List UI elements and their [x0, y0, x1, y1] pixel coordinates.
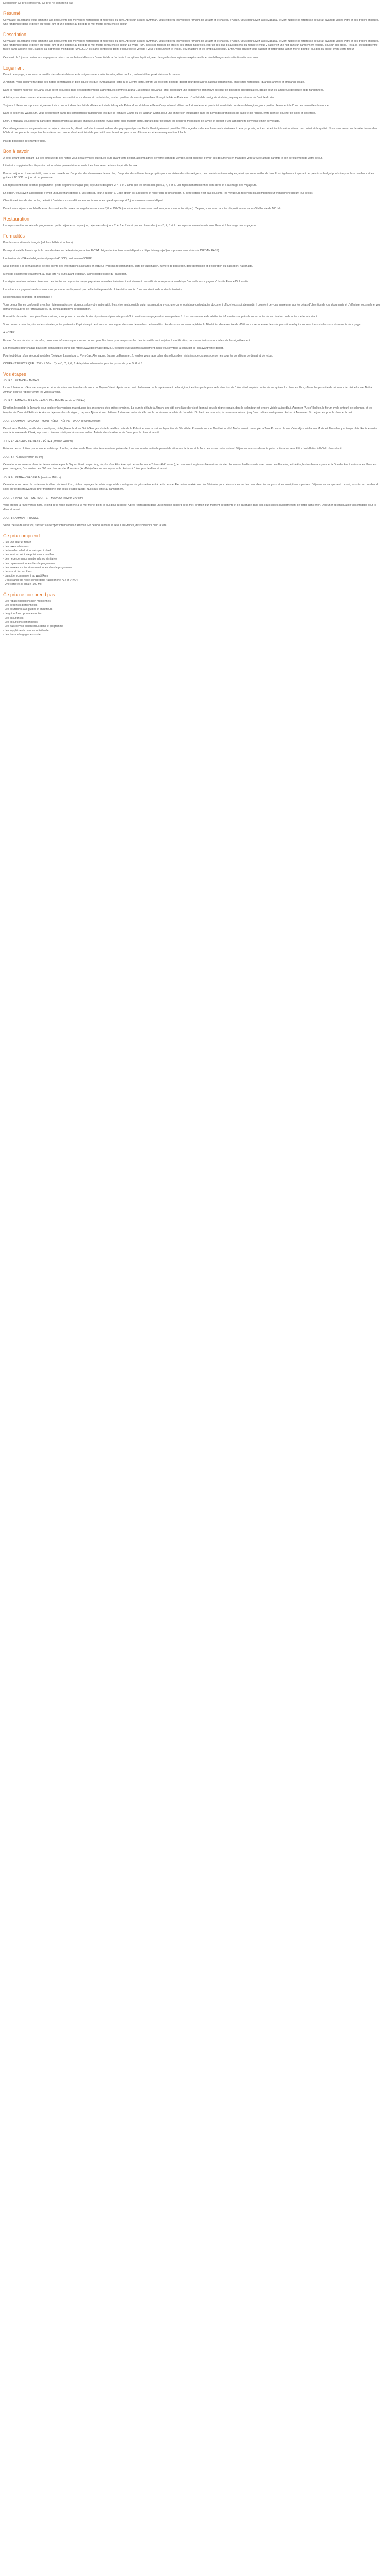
section-title-logement: Logement — [3, 65, 24, 71]
vos-etapes-body — [3, 379, 382, 528]
itinerary-day — [3, 419, 382, 435]
section-title-bon-a-savoir: Bon à savoir — [3, 148, 29, 154]
paragraph: Passeport valable 6 mois après la date d'arrivée sur le territoire jordanien. EVISA obligatoire à obtenir avant départ sur https://visa.gov.jo/ (vous pouvez vous aider du JORDAN PASS). — [3, 249, 220, 252]
section-title-ce-prix-ne-comprend-pas: Ce prix ne comprend pas — [3, 592, 55, 598]
resume-text: Ce voyage en Jordanie vous emmène à la découverte des merveilles historiques et naturelles du pays. Après un accueil à Amman, vous explorez les vestiges romains de Jérash et le château d'Ajloun. Vous poursuivez avec Madaba, le Mont Nébo et la forteresse de Kérak avant de visiter Pétra et ses trésors antiques. Une randonnée dans le désert du Wadi Rum et une détente au bord de la mer Morte concluent ce séjour. — [3, 19, 379, 26]
section-title-vos-etapes: Vos étapes — [3, 371, 26, 377]
paragraph: Formalités de santé : pour plus d'informations, vous pouvez consulter le site https://www.diplomatie.gouv.fr/fr/conseils-aux-voyageurs/ et www.pasteur.fr. Il est recommandé de vérifier les informations auprès de votre centre de vaccination ou de votre médecin traitant. — [3, 315, 318, 319]
itinerary-day-text: Le vol à l'aéroport d'Amman marque le début de votre aventure dans le cœur du Moyen-Orient. Après un accueil chaleureux par le représentant de la région, il est temps de prendre la direction de l'hôtel situé en plein centre de la capitale. Le dîner est libre, offrant l'opportunité de découvrir la cuisine locale. Nuit à Amman pour se reposer avant les visites à venir. — [3, 386, 372, 394]
list-item: - Les vols aller et retour — [3, 541, 31, 545]
list-item: - Les frais de bagages en soute — [3, 633, 41, 636]
paragraph: Vous pouvez contacter, si vous le souhaitez, notre partenaire Rapidvisa qui peut vous accompagner dans vos démarches de formalités. Rendez-vous sur www.rapidvisa.fr. Bénéficiez d'une remise de -15% sur ce service avec le code promotionnel qui vous sera transmis dans vos documents de voyage. — [3, 323, 361, 327]
itinerary-day-title: JOUR 4 : RÉSERVE DE DANA – PÉTRA (environ 240 km) — [3, 439, 73, 443]
paragraph: Les repas sont inclus selon le programme : petits déjeuners chaque jour, déjeuners des jours 2, 4, 6 et 7 ainsi que les dîners des jours 3, 4, 5 et 7. Les repas non mentionnés sont libres et à la charge des voyageurs. — [3, 224, 257, 228]
paragraph: À avoir avant votre départ : La très difficulté de ces hôtels vous sera envoyée quelques jours avant votre départ, accompagnée de votre carnet de voyage. Il est essentiel d'avoir ces documents en main dès votre arrivée afin de garantir le bon déroulement de votre séjour. — [3, 156, 323, 160]
bon-a-savoir-body — [3, 156, 382, 211]
paragraph: Pour tout départ d'un aéroport frontalier (Belgique, Luxembourg, Pays-Bas, Allemagne, Suisse ou Espagne...), veuillez vous rapprocher des offices des ministères de ces pays concernés pour les conditions de départ et de retour. — [3, 354, 273, 358]
list-item: - Les excursions optionnelles — [3, 620, 38, 624]
paragraph: Les modalités pour chaque pays sont consultables sur le site https://www.diplomatie.gouv.fr. L'actualité évoluant très rapidement, nous vous invitons à consulter ce lien avant votre départ. — [3, 346, 224, 350]
paragraph: Durant votre séjour vous bénéficierez des services de notre concierge/ia francophone 7j/7 et 24h/24 (coordonnées transmises quelques jours avant votre départ). De plus, vous aurez à votre disposition une carte eSIM locale de 100 Mo. — [3, 207, 282, 211]
paragraph: Pour les ressortissants français (adultes, bébés et enfants) : — [3, 241, 74, 245]
itinerary-day-text: Départ vers Madaba, la ville des mosaïques, où l'église orthodoxe Saint-Georges abrite la célèbre carte de la Palestine, une mosaïque byzantine du VIe siècle. Poursuite vers le Mont Nébo, d'où Moïse aurait contemplé la Terre Promise : la vue s'étend jusqu'à la mer Morte et Jérusalem par temps clair. Route ensuite vers la forteresse de Kérak, imposant château croisé perché sur une colline. Arrivée dans la réserve de Dana pour le dîner et la nuit. — [3, 427, 377, 434]
itinerary-day-text: Selon l'heure de votre vol, transfert à l'aéroport international d'Amman. Fin de nos services et retour en France, des souvenirs plein la tête. — [3, 524, 167, 527]
list-item: - Les repas et boissons non mentionnés — [3, 600, 51, 603]
paragraph: Ressortissants étrangers et binationaux : — [3, 296, 52, 299]
list-item: - La nuit en campement au Wadi Rum — [3, 574, 48, 578]
formalites-body — [3, 241, 382, 358]
list-item: - Les taxes aériennes — [3, 545, 29, 549]
itinerary-day-title: JOUR 8 : AMMAN – FRANCE — [3, 516, 39, 520]
itinerary-day-title: JOUR 2 : AMMAN – JÉRASH – AJLOUN – AMMAN (environ 150 km) — [3, 399, 86, 403]
paragraph: Toujours à Pétra, vous pourrez également vivre une nuit dans des hôtels idéalement situés tels que le Petra Moon Hotel ou le Petra Canyon Hotel, alliant confort moderne et proximité immédiate du site archéologique, pour profiter pleinement de l'une des merveilles du monde. — [3, 104, 330, 108]
itinerary-day-title: JOUR 7 : WADI RUM – MER MORTE – MADABA (environ 370 km) — [3, 496, 83, 500]
paragraph: Dans la réserve naturelle de Dana, vous serez accueillis dans des hébergements authentiques comme la Dana Guesthouse ou Dana's Trail, proposant une expérience immersive au cœur de paysages spectaculaires, idéale pour les amoureux de nature et de randonnées. — [3, 88, 324, 92]
paragraph: Obtention et frais de visa inclus, délivré à l'arrivée sous condition de nous fournir une copie du passeport 7 jours minimum avant départ. — [3, 199, 164, 203]
section-title-resume: Résumé — [3, 11, 21, 16]
paragraph: En cas d'erreur de visa ou de refus, nous vous informons que vous ne pourrez pas être tenus pour responsables. Les formalités sont sujettes à modification, nous vous invitons donc à les vérifier régulièrement. — [3, 338, 251, 342]
list-item: - Le transfert aller/retour aéroport / hôtel — [3, 549, 51, 553]
list-item: - Les frais de visa si non inclus dans le programme — [3, 624, 63, 628]
itinerary-day — [3, 439, 382, 451]
itinerary-day — [3, 476, 382, 491]
itinerary-day-title: JOUR 1 : FRANCE – AMMAN — [3, 379, 39, 383]
list-item: - Le visa et Jordan Pass — [3, 570, 32, 573]
section-title-ce-prix-comprend: Ce prix comprend — [3, 533, 40, 539]
itinerary-day-text: Ce matin, vous prenez la route vers le désert du Wadi Rum, où les paysages de sable rouge et de montagnes de grès s'étendent à perte de vue. Excursion en 4x4 avec les Bédouins pour découvrir les arches naturelles, les canyons et les inscriptions rupestres. Déjeuner au campement. Le soir, assistez au coucher du soleil sur le désert avant un dîner traditionnel cuit sous le sable (zarb). Nuit sous tente au campement. — [3, 483, 379, 491]
itinerary-day-title: JOUR 6 : PÉTRA – WADI RUM (environ 110 km) — [3, 476, 61, 480]
paragraph: À Pétra, vous vivrez une expérience unique dans des sanitaires modernes et confortables, tout en profitant de vues imprenables. Il s'agit de l'Amra Palace ou d'un hôtel de catégorie similaire, à quelques minutes de l'entrée du site. — [3, 96, 275, 99]
paragraph: En option, vous avez la possibilité d'avoir un guide francophone à vos côtés du jour 2 au jour 7. Cette option est à réserver et régler lors de l'inscription. Si cette option n'est pas souscrite, les voyageurs réservent d'accompagnateur francophone durant leur séjour. — [3, 192, 313, 195]
paragraph: Ce voyage en Jordanie vous emmène à la découverte des merveilles historiques et naturelles du pays. Après un accueil à Amman, vous explorez les vestiges romains de Jérash et le château d'Ajloun. Vous poursuivez avec Madaba, le Mont Nébo et la forteresse de Kérak avant de visiter Pétra et ses trésors antiques. Une randonnée dans le désert du Wadi Rum et une détente au bord de la mer Morte concluent ce séjour. Le Wadi Rum, avec ses falaises de grès et ses arches naturelles, est l'un des plus beaux déserts du monde et vous y passerez une nuit dans un campement typique, sous un ciel étoilé. Pétra, la cité nabatéenne taillée dans la roche rose, classée au patrimoine mondial de l'UNESCO, est sans conteste le point d'orgue de ce voyage : vous y découvrirez le Trésor, le Monastère et les tombeaux royaux. Enfin, vous pourrez vous baigner et flotter dans la mer Morte, point le plus bas du globe, avant votre retour. — [3, 40, 379, 52]
paragraph: Les mineurs voyageant seuls ou avec une personne ne disposant pas de l'autorité parentale doivent être munis d'une autorisation de sortie du territoire. — [3, 288, 183, 291]
paragraph: À Amman, vous séjournerez dans des hôtels confortables et bien situés tels que l'Ambassador Hotel ou le Centro Hotel, offrant un excellent point de départ pour découvrir la capitale jordanienne, entre sites historiques, quartiers animés et ambiance locale. — [3, 80, 305, 84]
section-title-description: Description — [3, 32, 27, 38]
paragraph: Nous portons à la connaissance de nos clients des informations sanitaires en vigueur : vaccins recommandés, carte de vaccination, numéro de passeport, date d'émission et d'expiration du passeport, nationalité. — [3, 264, 253, 268]
itinerary-day-title: JOUR 5 : PÉTRA (environ 55 km) — [3, 456, 43, 460]
list-item: - Les repas mentionnés dans le programme — [3, 562, 55, 565]
list-item: - Les supplément chambre individuelle — [3, 629, 49, 632]
paragraph: Ces hébergements vous garantissent un séjour mémorable, alliant confort et immersion dans des paysages époustouflants. Il est également possible d'être logé dans des établissements similaires à ceux proposés, tout en bénéficiant du même niveau de confort et de qualité. Nous nous assurons de sélectionner des hôtels et campements respectant les critères de charme, d'authenticité et de proximité avec la nature, pour vous offrir une expérience unique et inoubliable. — [3, 127, 377, 135]
paragraph: Enfin, à Madaba, vous logerez dans des établissements à l'accueil chaleureux comme l'Atlas Hotel ou le Mariam Hotel, parfaits pour découvrir les célèbres mosaïques de la ville et profiter d'une atmosphère conviviale en fin de voyage. — [3, 120, 280, 123]
list-item: - Les hébergements mentionnés ou similaires — [3, 557, 57, 561]
itinerary-day — [3, 455, 382, 471]
paragraph: Pour un séjour en toute sérénité, nous vous conseillons d'emporter des chaussures de marche, d'emporter des vêtements appropriés pour les visites des sites religieux, des produits anti-moustiques, ainsi que votre maillot de bain. Il est également important de prévoir un budget pourboire pour les chauffeurs et les guides à 10 JOD par jour et par personne. — [3, 172, 374, 179]
itinerary-day-text: Direction le nord de la Jordanie pour explorer les vestiges majestueux des anciennes cités gréco-romaines. La journée débute à Jérash, une cité dont l'âge d'or s'est épanoui sous le règne romain, dont la splendeur est encore visible aujourd'hui. Arpentez l'Arc d'Hadrien, le forum ovale entouré de colonnes, et les temples de Zeus et d'Artémis. Après un déjeuner dans la région, cap vers Ajloun et son château, forteresse arabe du XIIe siècle qui domine la vallée du Jourdain. Du haut des remparts, le panorama s'étend jusqu'aux collines verdoyantes. Retour à Amman en fin de journée pour le dîner et la nuit. — [3, 406, 372, 414]
section-title-formalites: Formalités — [3, 233, 25, 239]
list-item: - Une carte eSIM locale (100 Mo) — [3, 583, 43, 586]
page — [0, 0, 385, 637]
paragraph: Dans le désert du Wadi Rum, vous séjournerez dans des campements traditionnels tels que le Rahayeb Camp ou le Hasanan Camp, pour une immersion inoubliable dans les paysages grandioses de sable et de roches, entre silence, coucher de soleil et ciel étoilé. — [3, 112, 316, 115]
itinerary-day — [3, 399, 382, 414]
paragraph: Pas de possibilité de chambre triple. — [3, 139, 46, 143]
section-title-restauration: Restauration — [3, 216, 30, 222]
logement-body — [3, 73, 382, 143]
list-item: - Les entrées sur les sites mentionnés dans le programme — [3, 566, 72, 569]
restauration-body — [3, 224, 382, 228]
itinerary-day-text: Ce matin, vous entrerez dans la cité nabatéenne par le Siq, un étroit canyon long de plus d'un kilomètre, qui débouche sur le Trésor (Al-Khazneh), le monument le plus emblématique du site. Poursuivez la découverte avec la rue des Façades, le théâtre, les tombeaux royaux et la Grande Rue à colonnades. Pour les plus courageux, l'ascension des 800 marches vers le Monastère (Ad-Deir) offre une vue imprenable. Retour à l'hôtel pour le dîner et la nuit. — [3, 463, 377, 471]
list-item: - Les assurances — [3, 616, 24, 620]
paragraph: Merci de transmettre également, au plus tard 45 jours avant le départ, la photocopie lisible du passeport. — [3, 272, 127, 276]
ce-prix-ne-comprend-pas-list — [3, 599, 382, 637]
paragraph: Ce circuit de 8 jours convient aux voyageurs curieux qui souhaitent découvrir l'essentiel de la Jordanie à un rythme équilibré, avec des guides francophones expérimentés et des hébergements sélectionnés avec soin. — [3, 56, 259, 59]
ce-prix-comprend-list — [3, 540, 382, 586]
list-item: - Le circuit en véhicule privé avec chauffeur — [3, 553, 55, 557]
paragraph: Vous devez être en conformité avec les réglementations en vigueur, selon votre nationalité. Il est vivement possible qu'un passeport, un visa, une carte touristique ou tout autre document officiel vous soit demandé. Il convient de vous renseigner sur les délais d'obtention de ces documents et d'effectuer vous-même vos démarches auprès de l'ambassade ou du consulat du pays de destination. — [3, 303, 380, 311]
paragraph: Les règles relatives au franchissement des frontières propres à chaque pays étant amenées à évoluer, il est vivement conseillé de se reporter à la rubrique "conseils aux voyageurs" du site France Diplomatie. — [3, 280, 249, 283]
paragraph: Durant ce voyage, vous serez accueillis dans des établissements soigneusement sélectionnés, alliant confort, authenticité et proximité avec la nature. — [3, 73, 181, 76]
list-item: - Les pourboires aux guides et chauffeurs — [3, 608, 53, 612]
itinerary-day-text: Vous prenez la route vers le nord, le long de la route qui mène à la mer Morte, point le plus bas du globe. Après l'installation dans un complexe au bord de la mer, profitez d'un moment de détente et de baignade dans ses eaux salées qui permettent de flotter sans effort. Déjeuner et continuation vers Madaba pour le dîner et la nuit. — [3, 503, 377, 511]
paragraph: L'itinéraire suggéré et les étapes incontournables peuvent être amenés à évoluer selon certains impératifs locaux. — [3, 164, 138, 167]
itinerary-day-title: JOUR 3 : AMMAN – MADABA – MONT NÉBO – KÉRAK – DANA (environ 240 km) — [3, 419, 101, 423]
itinerary-day-text: Entre roches sculptées par le vent et vallées profondes, la réserve de Dana dévoile une nature préservée. Une randonnée matinale permet de découvrir la faune et la flore de ce sanctuaire naturel. Déjeuner en cours de route puis continuation vers Pétra. Installation à l'hôtel, dîner et nuit. — [3, 447, 343, 450]
paragraph: Les repas sont inclus selon le programme : petits déjeuners chaque jour, déjeuners des jours 2, 4, 6 et 7 ainsi que les dîners des jours 3, 4, 5 et 7. Les repas non mentionnés sont libres et à la charge des voyageurs. — [3, 183, 257, 187]
itinerary-day — [3, 379, 382, 394]
list-item: - Le guide francophone en option — [3, 612, 43, 616]
itinerary-day — [3, 516, 382, 528]
list-item: - L'assistance de notre conciergerie francophone 7j/7 et 24h/24 — [3, 578, 78, 582]
description-body — [3, 39, 382, 59]
paragraph: A NOTER — [3, 331, 15, 334]
list-item: - Les dépenses personnelles — [3, 604, 38, 607]
breadcrumb: Description Ce prix comprend / Ce prix ne comprend pas — [3, 2, 73, 5]
paragraph: L'obtention du VISA est obligatoire et payant (40 JOD), soit environ 50EUR. — [3, 257, 93, 260]
courant-electrique-text: COURANT ÉLECTRIQUE : 230 V à 50Hz. Type C, D, F, G, J. Adaptateur nécessaire pour les prises de type D, G et J. — [3, 362, 143, 365]
itinerary-day — [3, 496, 382, 512]
